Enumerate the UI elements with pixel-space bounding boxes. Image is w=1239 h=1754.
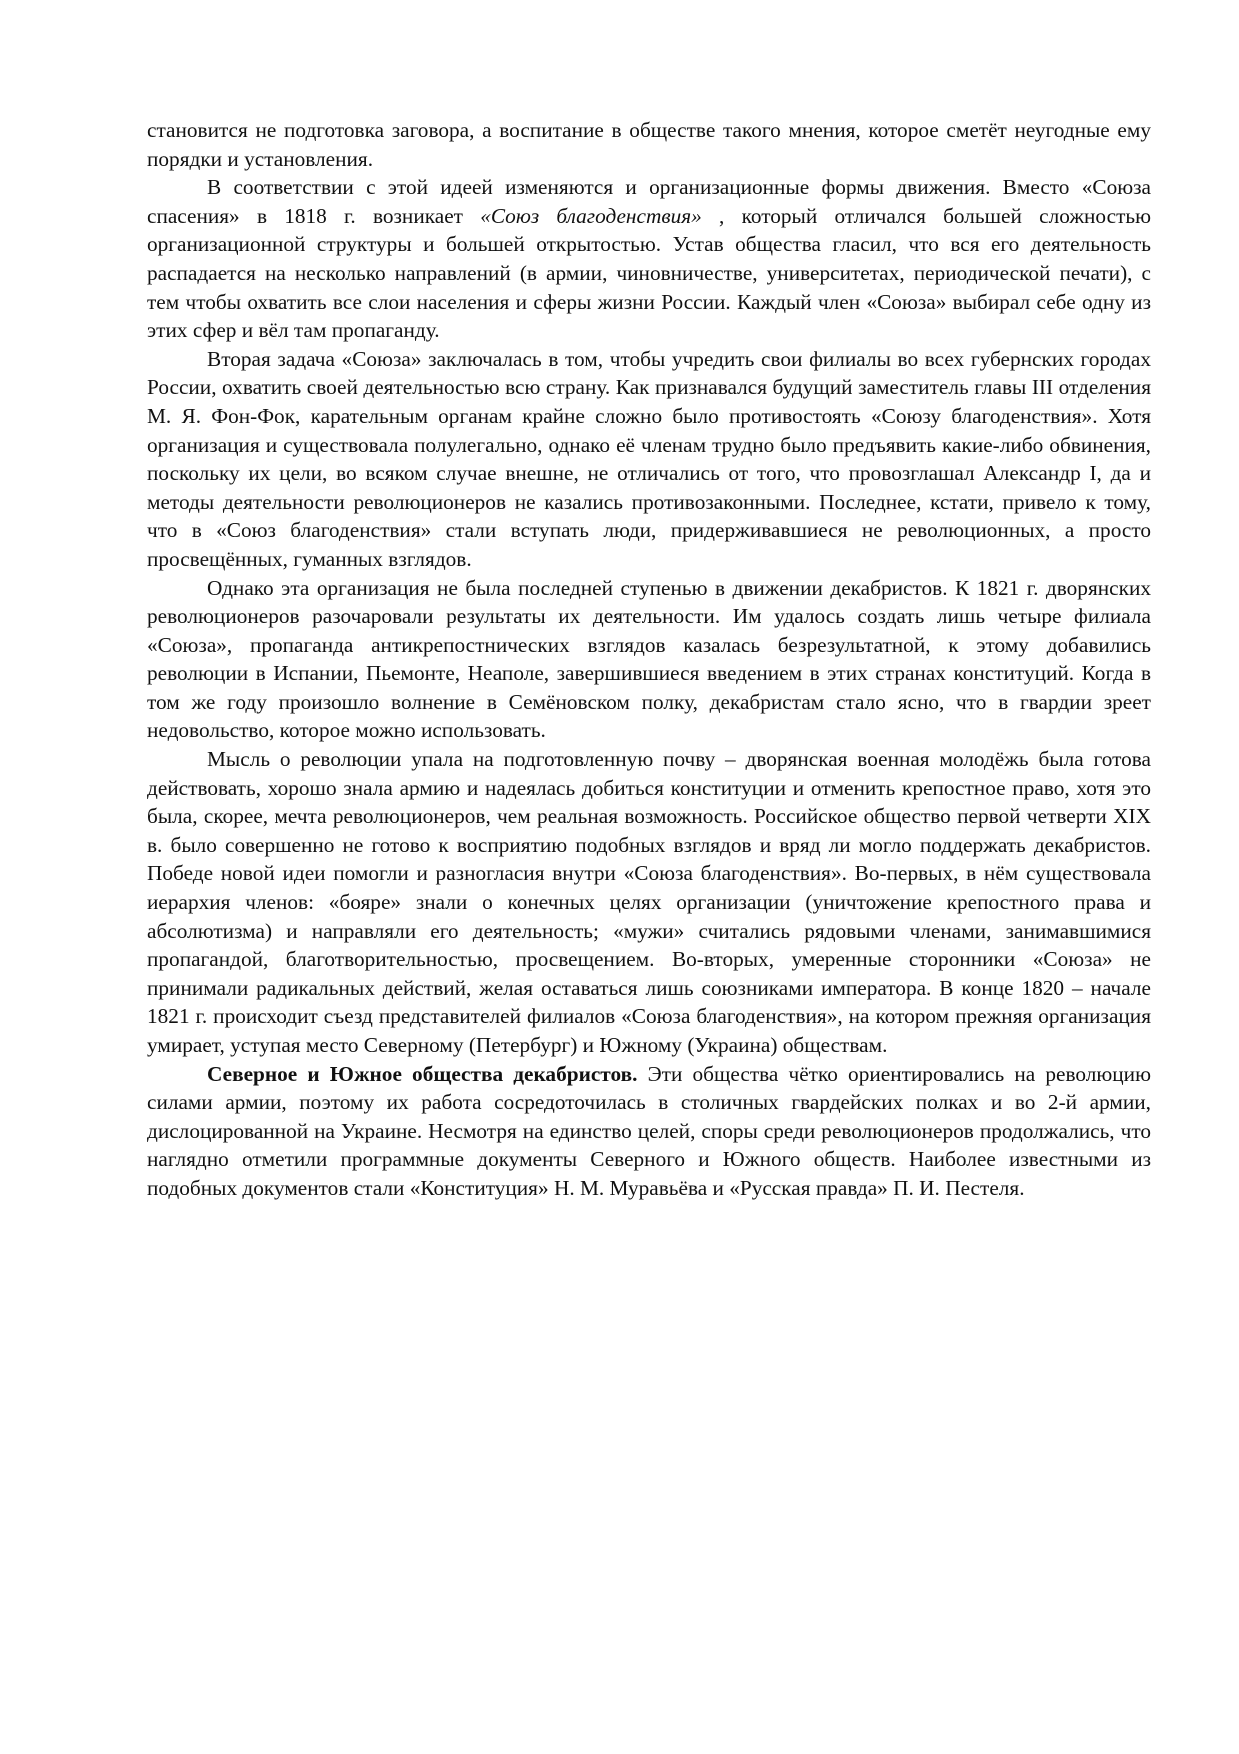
paragraph-union-of-welfare [147,173,1151,345]
paragraph-northern-southern [147,1060,1151,1203]
section-heading-northern-southern: Северное и Южное общества декабристов. [207,1061,638,1086]
paragraph-text: Эти общества чётко ориентировались на революцию силами армии, поэтому их работа сосредоточилась в столичных гвардейских полках и во 2-й армии, дислоцированной на Украине. Несмотря на единство целей, споры среди революционеров продолжались, что наглядно отметили программные документы Северного и Южного обществ. Наиболее известными из подобных документов стали «Конституция» Н. М. Муравьёва и «Русская правда» П. И. Пестеля. [147,1061,1151,1200]
document-page [147,116,1151,1203]
paragraph-continuation: становится не подготовка заговора, а воспитание в обществе такого мнения, которое сметёт неугодные ему порядки и установления. [147,118,1151,171]
paragraph-text: В соответствии с этой идеей изменяются и организационные формы движения. Вместо «Союза спасения» в 1818 г. возникает [147,175,1151,228]
paragraph-revolution-idea: Мысль о революции упала на подготовленную почву – дворянская военная молодёжь была готова действовать, хорошо знала армию и надеялась добиться конституции и отменить крепостное право, хотя это была, скорее, мечта революционеров, чем реальная возможность. Российское общество первой четверти XIX в. было совершенно не готово к восприятию подобных взглядов и вряд ли могло поддержать декабристов. Победе новой идеи помогли и разногласия внутри «Союза благоденствия». Во-первых, в нём существовала иерархия членов: «бояре» знали о конечных целях организации (уничтожение крепостного права и абсолютизма) и направляли его деятельность; «мужи» считались рядовыми членами, занимавшимися пропагандой, благотворительностью, просвещением. Во-вторых, умеренные сторонники «Союза» не принимали радикальных действий, желая оставаться лишь союзниками императора. В конце 1820 – начале 1821 г. происходит съезд представителей филиалов «Союза благоденствия», на котором прежняя организация умирает, уступая место Северному (Петербург) и Южному (Украина) обществам. [147,747,1151,1057]
paragraph-last-stage: Однако эта организация не была последней ступенью в движении декабристов. К 1821 г. дворянских революционеров разочаровали результаты их деятельности. Им удалось создать лишь четыре филиала «Союза», пропаганда антикрепостнических взглядов казалась безрезультатной, к этому добавились революции в Испании, Пьемонте, Неаполе, завершившиеся введением в этих странах конституций. Когда в том же году произошло волнение в Семёновском полку, декабристам стало ясно, что в гвардии зреет недовольство, которое можно использовать. [147,575,1151,743]
paragraph-text: , который отличался большей сложностью организационной структуры и большей открытостью. Устав общества гласил, что вся его деятельность распадается на несколько направлений (в армии, чиновничестве, университетах, периодической печати), с тем чтобы охватить все слои населения и сферы жизни России. Каждый член «Союза» выбирал себе одну из этих сфер и вёл там пропаганду. [147,203,1151,343]
italic-term-union-of-welfare: «Союз благоденствия» [480,203,702,228]
paragraph-second-task: Вторая задача «Союза» заключалась в том, чтобы учредить свои филиалы во всех губернских городах России, охватить своей деятельностью всю страну. Как признавался будущий заместитель главы III отделения М. Я. Фон-Фок, карательным органам крайне сложно было противостоять «Союзу благоденствия». Хотя организация и существовала полулегально, однако её членам трудно было предъявить какие-либо обвинения, поскольку их цели, во всяком случае внешне, не отличались от того, что провозглашал Александр I, да и методы деятельности революционеров не казались противозаконными. Последнее, кстати, привело к тому, что в «Союз благоденствия» стали вступать люди, придерживавшиеся не революционных, а просто просвещённых, гуманных взглядов. [147,346,1151,571]
